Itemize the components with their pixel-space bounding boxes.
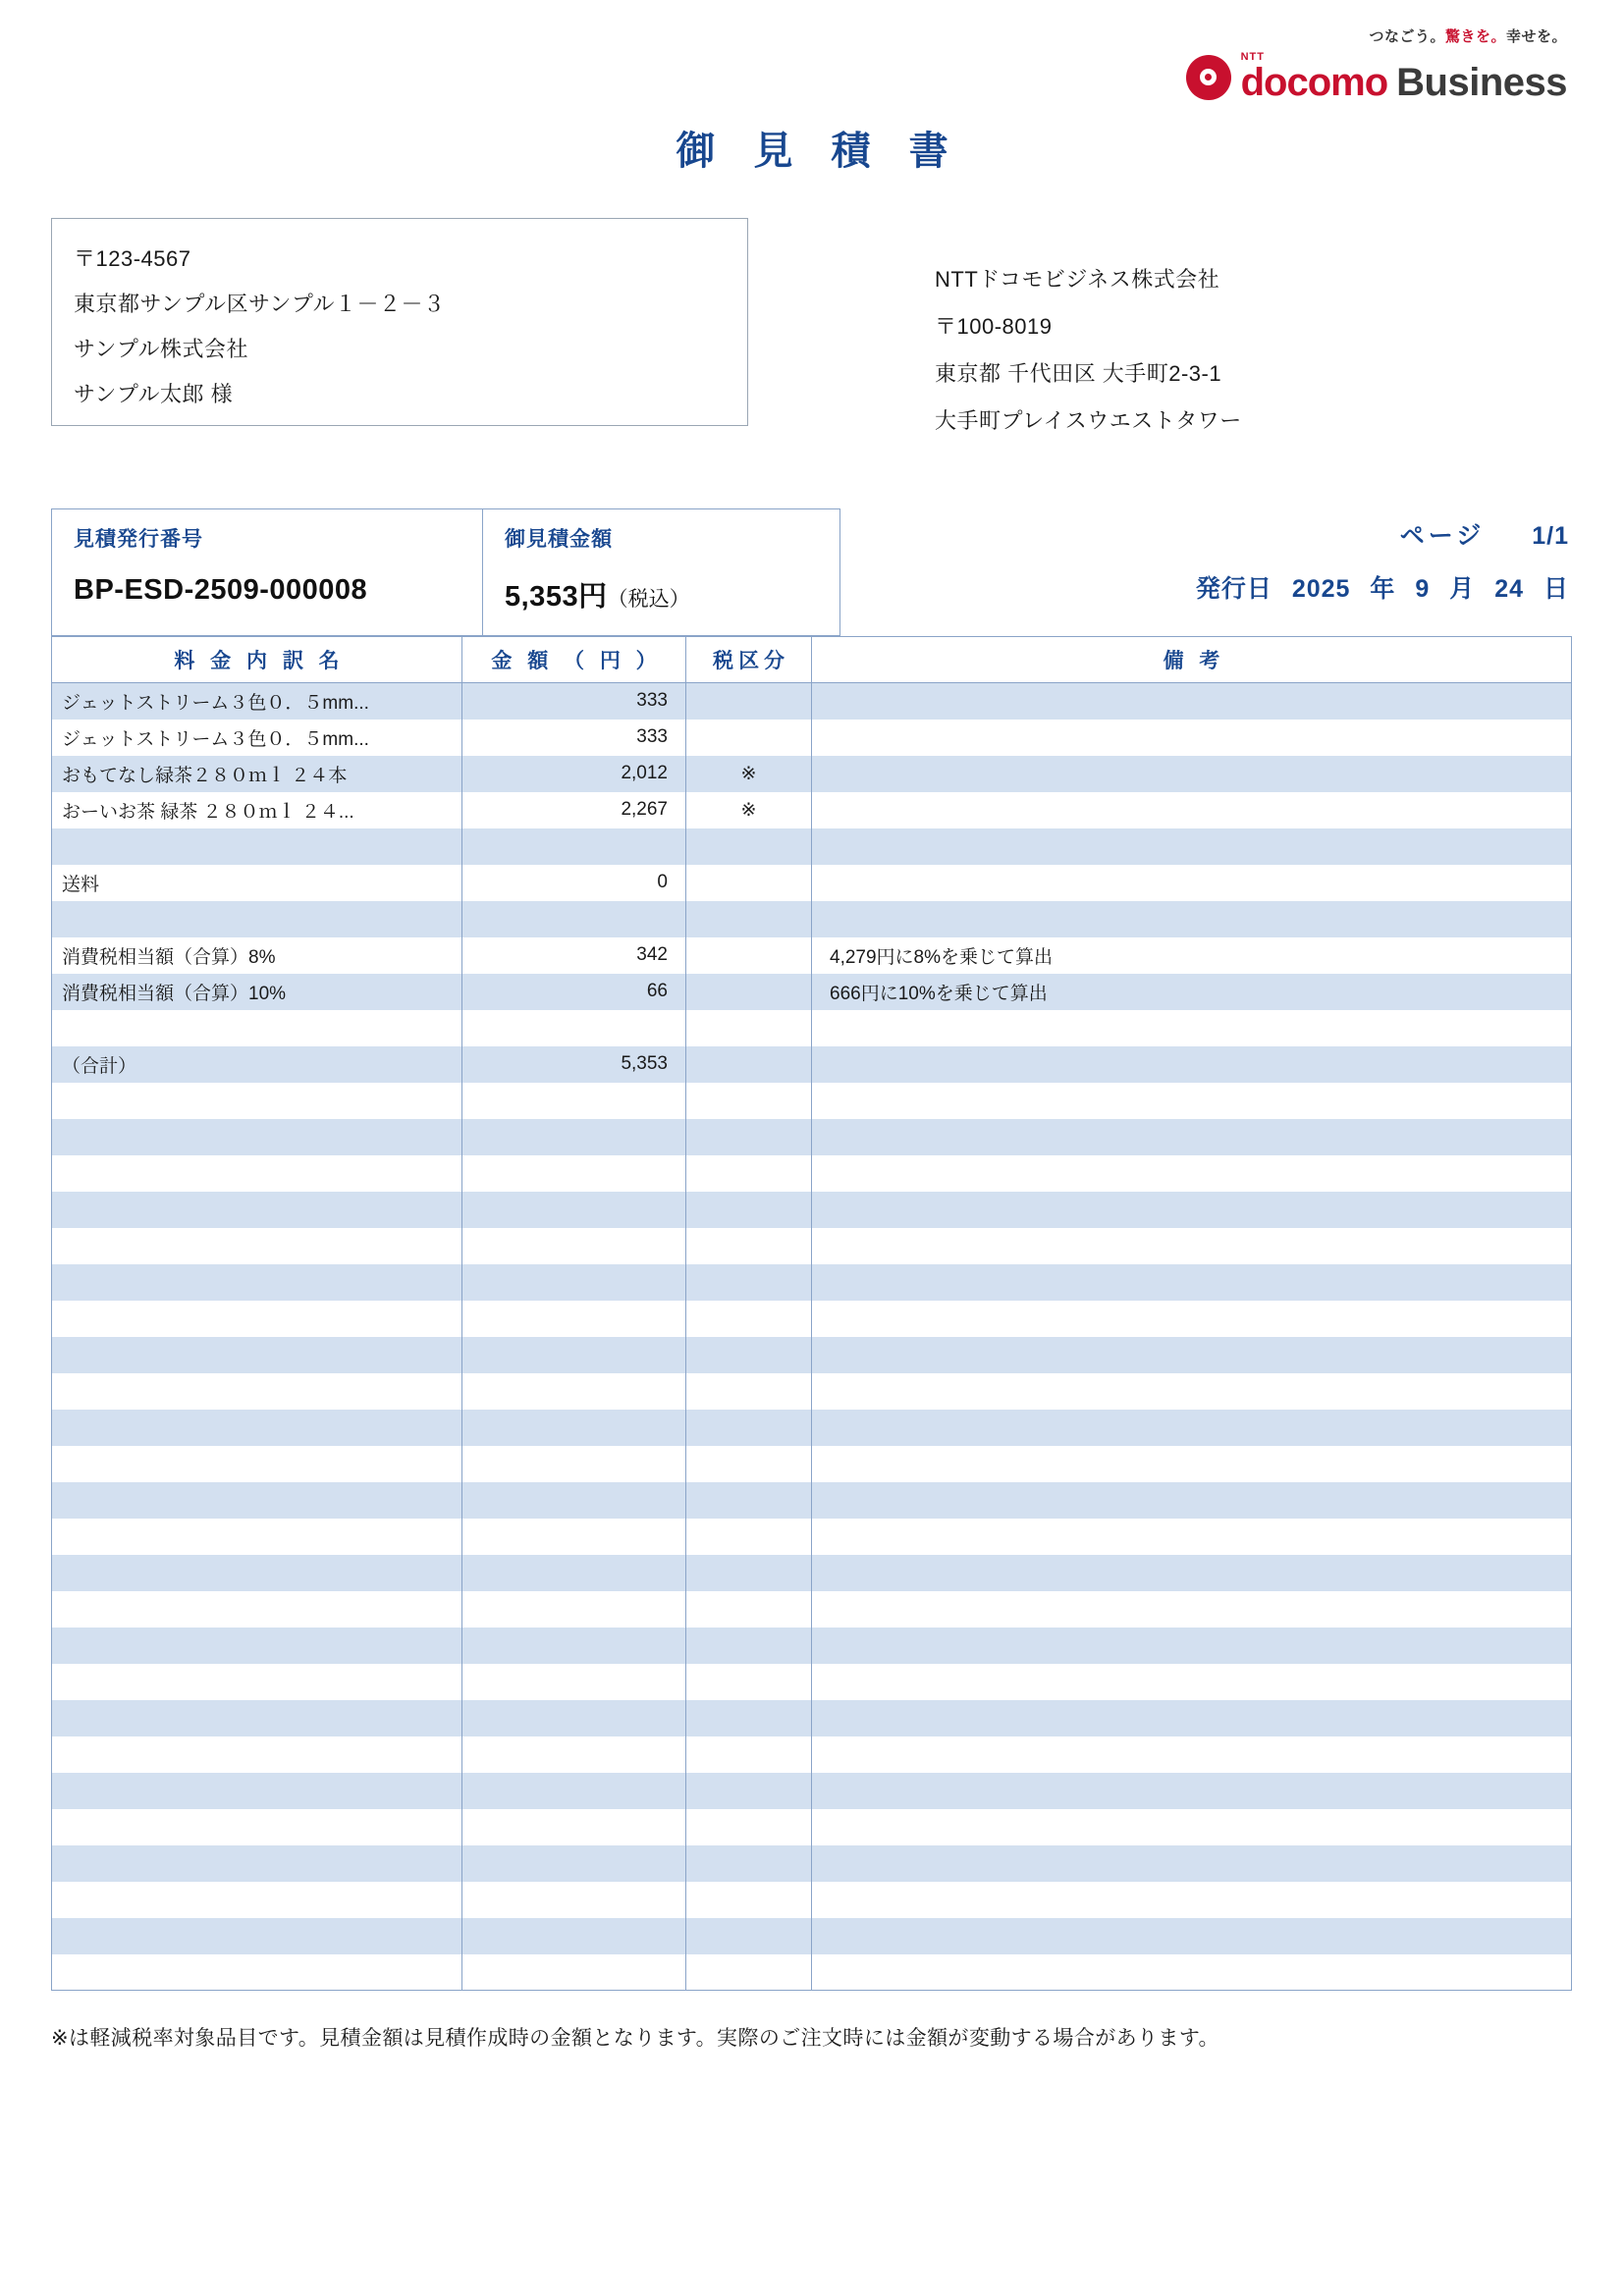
cell-tax — [686, 1736, 812, 1773]
cell-amount — [462, 1700, 686, 1736]
cell-name — [52, 1700, 462, 1736]
cell-note — [812, 1773, 1572, 1809]
table-row — [52, 1228, 1572, 1264]
cell-amount — [462, 1228, 686, 1264]
table-row — [52, 1882, 1572, 1918]
customer-person: サンプル太郎 様 — [74, 382, 234, 406]
customer-postal: 〒123-4567 — [74, 246, 191, 271]
table-header-row — [52, 637, 1572, 683]
cell-name: 消費税相当額（合算）8% — [52, 937, 462, 974]
table-row — [52, 1591, 1572, 1628]
tagline-part-1: つなごう。 — [1369, 28, 1445, 45]
cell-name — [52, 1373, 462, 1410]
cell-name — [52, 1519, 462, 1555]
cell-name — [52, 1664, 462, 1700]
cell-name — [52, 1482, 462, 1519]
cell-tax — [686, 1010, 812, 1046]
table-row — [52, 865, 1572, 901]
cell-amount: 0 — [462, 865, 686, 901]
cell-amount: 333 — [462, 683, 686, 720]
header-amount: 金 額 （ 円 ） — [462, 637, 686, 683]
cell-note — [812, 1155, 1572, 1192]
cell-amount — [462, 1301, 686, 1337]
cell-amount — [462, 828, 686, 865]
cell-name — [52, 1192, 462, 1228]
cell-tax — [686, 1918, 812, 1954]
header-note: 備 考 — [812, 637, 1572, 683]
ntt-wordmark: NTT — [1240, 51, 1265, 63]
cell-note — [812, 865, 1572, 901]
table-row — [52, 828, 1572, 865]
cell-name — [52, 1155, 462, 1192]
brand-tagline — [1186, 26, 1567, 46]
business-wordmark: Business — [1396, 61, 1567, 104]
table-row — [52, 1519, 1572, 1555]
cell-name — [52, 1228, 462, 1264]
cell-name: （合計） — [52, 1046, 462, 1083]
quotation-amount-suffix: （税込） — [607, 588, 690, 611]
page-title: 御 見 積 書 — [676, 130, 962, 173]
table-row — [52, 974, 1572, 1010]
cell-note — [812, 756, 1572, 792]
cell-tax — [686, 1155, 812, 1192]
cell-name: ジェットストリーム３色０．５mm... — [52, 720, 462, 756]
cell-tax — [686, 1700, 812, 1736]
cell-note — [812, 1264, 1572, 1301]
cell-note: 666円に10%を乗じて算出 — [812, 974, 1572, 1010]
table-row — [52, 1845, 1572, 1882]
issuer-info — [935, 269, 1242, 457]
cell-name — [52, 1773, 462, 1809]
page-value: 1/1 — [1532, 522, 1569, 550]
quotation-number-value: BP-ESD-2509-000008 — [74, 574, 368, 606]
cell-tax — [686, 1264, 812, 1301]
cell-tax — [686, 974, 812, 1010]
cell-note — [812, 1700, 1572, 1736]
cell-tax — [686, 1664, 812, 1700]
issue-month: 9 — [1415, 575, 1431, 603]
table-row — [52, 1373, 1572, 1410]
table-row — [52, 1700, 1572, 1736]
table-row — [52, 937, 1572, 974]
cell-tax — [686, 937, 812, 974]
cell-name: 消費税相当額（合算）10% — [52, 974, 462, 1010]
cell-note — [812, 1736, 1572, 1773]
cell-amount — [462, 1264, 686, 1301]
tagline-part-2: 驚きを。 — [1444, 28, 1506, 45]
cell-note — [812, 720, 1572, 756]
cell-tax — [686, 683, 812, 720]
table-row — [52, 1664, 1572, 1700]
table-row — [52, 1155, 1572, 1192]
table-row — [52, 792, 1572, 828]
cell-tax — [686, 1119, 812, 1155]
cell-amount: 66 — [462, 974, 686, 1010]
cell-note — [812, 1010, 1572, 1046]
cell-note — [812, 1046, 1572, 1083]
cell-note — [812, 1410, 1572, 1446]
cell-amount — [462, 1337, 686, 1373]
cell-name — [52, 1736, 462, 1773]
table-row — [52, 1736, 1572, 1773]
cell-note — [812, 683, 1572, 720]
cell-amount — [462, 1155, 686, 1192]
cell-tax — [686, 1809, 812, 1845]
cell-name — [52, 1083, 462, 1119]
quotation-amount-number: 5,353円 — [505, 581, 608, 613]
cell-tax — [686, 1192, 812, 1228]
table-row — [52, 1628, 1572, 1664]
cell-amount — [462, 1519, 686, 1555]
table-row — [52, 901, 1572, 937]
cell-tax — [686, 1845, 812, 1882]
issuer-address-line-2: 大手町プレイスウエストタワー — [935, 408, 1242, 433]
cell-tax — [686, 1882, 812, 1918]
cell-tax — [686, 1083, 812, 1119]
cell-name — [52, 1628, 462, 1664]
page-label: ページ — [1399, 522, 1486, 550]
customer-company: サンプル株式会社 — [74, 337, 249, 361]
cell-amount — [462, 901, 686, 937]
footnote: ※は軽減税率対象品目です。見積金額は見積作成時の金額となります。実際のご注文時には金額が変動する場合があります。 — [51, 2027, 1219, 2050]
cell-name — [52, 1882, 462, 1918]
cell-note — [812, 1446, 1572, 1482]
table-row — [52, 1046, 1572, 1083]
cell-note — [812, 1228, 1572, 1264]
cell-tax — [686, 1628, 812, 1664]
brand-logo — [1186, 26, 1567, 103]
cell-note — [812, 1192, 1572, 1228]
issuer-address-line-1: 東京都 千代田区 大手町2-3-1 — [935, 361, 1222, 386]
quotation-number-cell — [51, 508, 483, 636]
cell-note — [812, 1809, 1572, 1845]
cell-tax — [686, 828, 812, 865]
cell-tax — [686, 1228, 812, 1264]
table-row — [52, 720, 1572, 756]
cell-amount — [462, 1882, 686, 1918]
table-row — [52, 1918, 1572, 1954]
cell-name — [52, 1591, 462, 1628]
cell-note — [812, 1628, 1572, 1664]
cell-note — [812, 1301, 1572, 1337]
cell-amount — [462, 1845, 686, 1882]
table-row — [52, 756, 1572, 792]
header-tax: 税区分 — [686, 637, 812, 683]
cell-amount: 2,267 — [462, 792, 686, 828]
table-row — [52, 1809, 1572, 1845]
cell-note — [812, 1119, 1572, 1155]
cell-tax — [686, 1373, 812, 1410]
quotation-amount-label: 御見積金額 — [505, 528, 613, 551]
cell-amount — [462, 1482, 686, 1519]
cell-tax — [686, 1482, 812, 1519]
cell-name — [52, 828, 462, 865]
cell-name — [52, 1119, 462, 1155]
cell-note — [812, 1519, 1572, 1555]
quotation-summary — [51, 508, 840, 636]
table-row — [52, 1446, 1572, 1482]
cell-note — [812, 1373, 1572, 1410]
cell-amount — [462, 1192, 686, 1228]
cell-tax: ※ — [686, 792, 812, 828]
cell-amount — [462, 1954, 686, 1991]
issue-year-unit: 年 — [1370, 575, 1396, 603]
cell-amount — [462, 1591, 686, 1628]
customer-info-box — [51, 218, 748, 426]
cell-tax: ※ — [686, 756, 812, 792]
cell-amount — [462, 1628, 686, 1664]
cell-amount: 2,012 — [462, 756, 686, 792]
issue-month-unit: 月 — [1449, 575, 1476, 603]
cell-note: 4,279円に8%を乗じて算出 — [812, 937, 1572, 974]
cell-name — [52, 1010, 462, 1046]
cell-tax — [686, 1301, 812, 1337]
issuer-postal: 〒100-8019 — [935, 314, 1053, 339]
cell-amount — [462, 1119, 686, 1155]
docomo-circle-icon — [1186, 55, 1231, 100]
cell-amount: 5,353 — [462, 1046, 686, 1083]
cell-tax — [686, 1773, 812, 1809]
issue-date-label: 発行日 — [1195, 575, 1272, 603]
cell-tax — [686, 901, 812, 937]
items-table-wrapper — [51, 636, 1571, 1991]
quotation-amount-value — [505, 574, 839, 614]
cell-note — [812, 1882, 1572, 1918]
cell-amount — [462, 1446, 686, 1482]
cell-amount — [462, 1773, 686, 1809]
cell-name — [52, 1264, 462, 1301]
issue-date-row — [1196, 569, 1569, 605]
cell-name — [52, 1954, 462, 1991]
cell-name: おもてなし緑茶２８０ｍｌ ２４本 — [52, 756, 462, 792]
cell-tax — [686, 1555, 812, 1591]
cell-note — [812, 1083, 1572, 1119]
cell-amount — [462, 1373, 686, 1410]
issue-year: 2025 — [1291, 575, 1351, 603]
table-row — [52, 1954, 1572, 1991]
cell-name — [52, 1555, 462, 1591]
cell-name: ジェットストリーム３色０．５mm... — [52, 683, 462, 720]
cell-note — [812, 1555, 1572, 1591]
table-row — [52, 1264, 1572, 1301]
table-row — [52, 1301, 1572, 1337]
docomo-wordmark: docomo — [1240, 61, 1388, 104]
cell-name — [52, 1446, 462, 1482]
cell-amount — [462, 1736, 686, 1773]
tagline-part-3: 幸せを。 — [1505, 28, 1567, 45]
cell-amount: 333 — [462, 720, 686, 756]
cell-tax — [686, 1446, 812, 1482]
customer-address: 東京都サンプル区サンプル１－２－３ — [74, 292, 446, 316]
cell-amount — [462, 1809, 686, 1845]
cell-amount — [462, 1555, 686, 1591]
cell-note — [812, 828, 1572, 865]
cell-note — [812, 901, 1572, 937]
table-row — [52, 1337, 1572, 1373]
cell-tax — [686, 1954, 812, 1991]
document-meta — [1196, 516, 1569, 622]
cell-tax — [686, 1591, 812, 1628]
table-row — [52, 1773, 1572, 1809]
cell-name — [52, 1809, 462, 1845]
cell-amount — [462, 1664, 686, 1700]
issue-day: 24 — [1494, 575, 1525, 603]
cell-tax — [686, 1519, 812, 1555]
items-table-body — [52, 683, 1572, 1991]
issue-day-unit: 日 — [1543, 575, 1569, 603]
table-row — [52, 1482, 1572, 1519]
cell-name — [52, 1410, 462, 1446]
cell-amount — [462, 1410, 686, 1446]
cell-amount — [462, 1010, 686, 1046]
cell-note — [812, 1482, 1572, 1519]
cell-tax — [686, 1410, 812, 1446]
cell-note — [812, 1954, 1572, 1991]
table-row — [52, 683, 1572, 720]
cell-name — [52, 1337, 462, 1373]
cell-tax — [686, 1337, 812, 1373]
cell-name: おーいお茶 緑茶 ２８０ｍｌ ２４... — [52, 792, 462, 828]
cell-name — [52, 1845, 462, 1882]
quotation-number-label: 見積発行番号 — [74, 528, 203, 551]
cell-amount: 342 — [462, 937, 686, 974]
cell-name — [52, 1918, 462, 1954]
issuer-company: NTTドコモビジネス株式会社 — [935, 267, 1220, 292]
cell-note — [812, 1337, 1572, 1373]
cell-name: 送料 — [52, 865, 462, 901]
cell-note — [812, 1845, 1572, 1882]
table-row — [52, 1083, 1572, 1119]
table-row — [52, 1010, 1572, 1046]
cell-name — [52, 1301, 462, 1337]
items-table — [51, 636, 1572, 1991]
cell-amount — [462, 1918, 686, 1954]
table-row — [52, 1410, 1572, 1446]
quotation-amount-cell — [483, 508, 840, 636]
cell-tax — [686, 1046, 812, 1083]
cell-amount — [462, 1083, 686, 1119]
page-number-row — [1196, 516, 1569, 552]
table-row — [52, 1119, 1572, 1155]
cell-tax — [686, 865, 812, 901]
table-row — [52, 1555, 1572, 1591]
cell-note — [812, 1918, 1572, 1954]
cell-note — [812, 792, 1572, 828]
cell-tax — [686, 720, 812, 756]
cell-note — [812, 1664, 1572, 1700]
cell-name — [52, 901, 462, 937]
table-row — [52, 1192, 1572, 1228]
header-name: 料 金 内 訳 名 — [52, 637, 462, 683]
cell-note — [812, 1591, 1572, 1628]
